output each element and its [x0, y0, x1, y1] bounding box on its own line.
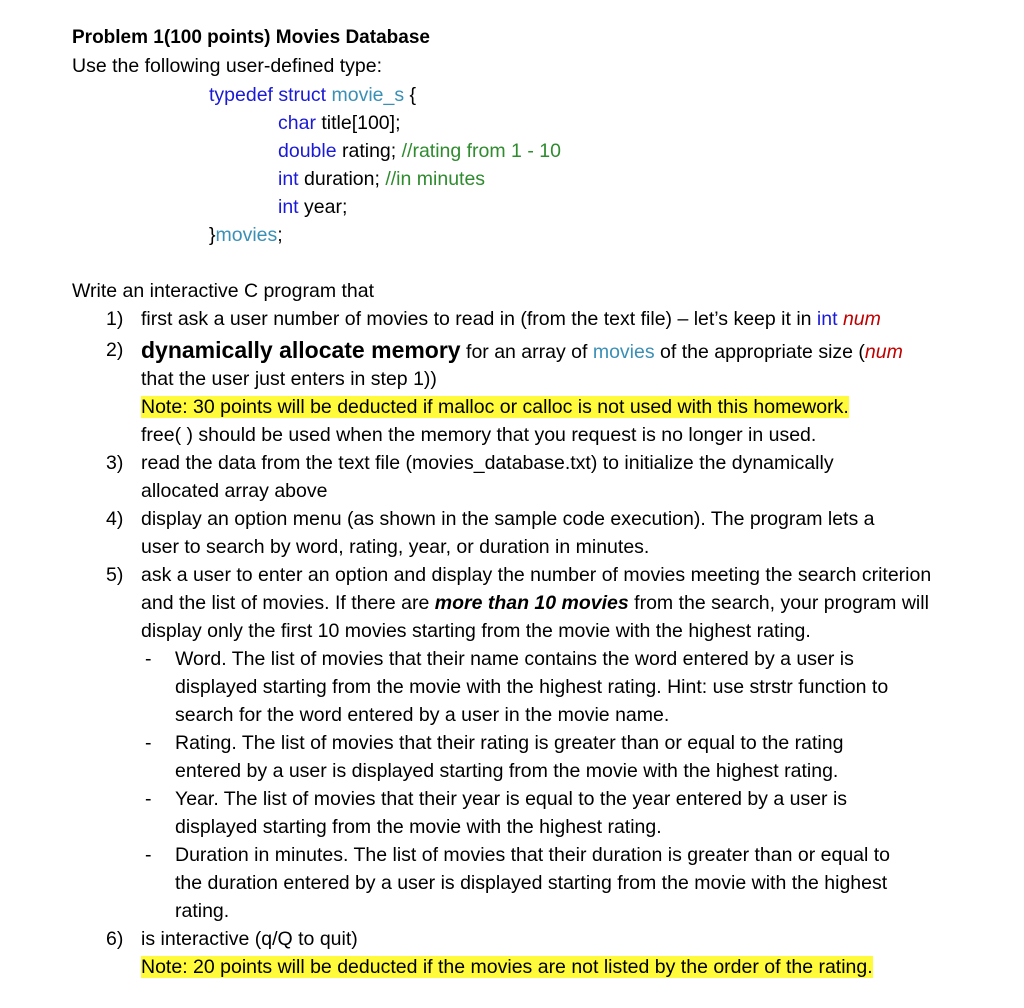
code-type: double [278, 140, 337, 162]
bullet-dash: - [145, 732, 152, 754]
code-line-rating [278, 137, 561, 165]
bullet-dash: - [145, 648, 152, 670]
step-6-text: is interactive (q/Q to quit) [141, 928, 358, 950]
code-comment: //in minutes [385, 168, 486, 190]
bullet-year-line-1: Year. The list of movies that their year is equal to the year entered by a user is [175, 788, 848, 810]
code-brace: } [209, 224, 216, 246]
bullet-duration-line-3: rating. [175, 900, 230, 922]
step-number: 4) [106, 508, 124, 530]
code-line-close [209, 221, 283, 249]
prompt-text: Write an interactive C program that [72, 280, 375, 302]
intro-text: Use the following user-defined type: [72, 55, 383, 77]
code-field: title[100]; [315, 112, 401, 134]
code-type: int [278, 168, 299, 190]
code-field: year; [298, 196, 348, 218]
code-type: char [278, 112, 316, 134]
step-3-line-2: allocated array above [141, 480, 328, 502]
bullet-dash: - [145, 844, 152, 866]
inline-type: movies [592, 341, 655, 363]
step-2-text [141, 334, 903, 366]
step-5-line-1: ask a user to enter an option and display the number of movies meeting the search criterion [141, 564, 932, 586]
step-2-line-2: that the user just enters in step 1)) [141, 368, 437, 390]
step-2-body-b: of the appropriate size ( [654, 341, 865, 363]
bullet-word-line-1: Word. The list of movies that their name contains the word entered by a user is [175, 648, 854, 670]
code-line-year [278, 193, 347, 221]
bullet-year-line-2: displayed starting from the movie with the highest rating. [175, 816, 662, 838]
problem-title: Problem 1(100 points) Movies Database [72, 27, 430, 48]
step-3-line-1: read the data from the text file (movies_database.txt) to initialize the dynamically [141, 452, 834, 474]
code-line-title [278, 109, 401, 137]
step-2-note [141, 393, 849, 421]
step-2-body-a: for an array of [460, 341, 593, 363]
step-2-free-line: free( ) should be used when the memory that you request is no longer in used. [141, 424, 817, 446]
bullet-dash: - [145, 788, 152, 810]
code-comment: //rating from 1 - 10 [401, 140, 561, 162]
step-5-line-2-b: from the search, your program will [628, 592, 929, 614]
step-5-emphasis: more than 10 movies [434, 592, 629, 614]
code-type: int [278, 196, 299, 218]
inline-variable: num [864, 341, 903, 363]
step-number: 5) [106, 564, 124, 586]
bullet-duration-line-1: Duration in minutes. The list of movies that their duration is greater than or equal to [175, 844, 891, 866]
code-field: rating; [336, 140, 402, 162]
step-number: 1) [106, 308, 124, 330]
code-field: duration; [298, 168, 386, 190]
inline-keyword: int [816, 308, 838, 330]
step-number: 2) [106, 339, 124, 361]
code-keyword: typedef struct [209, 84, 327, 106]
step-1-text [141, 305, 881, 333]
step-5-line-2-a: and the list of movies. If there are [141, 592, 435, 614]
step-6-note [141, 953, 873, 981]
code-type-name: movies [215, 224, 278, 246]
step-4-line-1: display an option menu (as shown in the sample code execution). The program lets a [141, 508, 875, 530]
code-line-duration [278, 165, 485, 193]
code-struct-name: movie_s [331, 84, 405, 106]
step-5-line-2 [141, 589, 929, 617]
code-line-typedef [209, 81, 416, 109]
inline-variable: num [842, 308, 881, 330]
highlighted-note: Note: 20 points will be deducted if the movies are not listed by the order of the rating. [141, 956, 873, 978]
bullet-word-line-2: displayed starting from the movie with the highest rating. Hint: use strstr function to [175, 676, 889, 698]
step-number: 6) [106, 928, 124, 950]
step-number: 3) [106, 452, 124, 474]
step-5-line-3: display only the first 10 movies starting from the movie with the highest rating. [141, 620, 811, 642]
bullet-duration-line-2: the duration entered by a user is displayed starting from the movie with the highest [175, 872, 888, 894]
step-4-line-2: user to search by word, rating, year, or duration in minutes. [141, 536, 650, 558]
highlighted-note: Note: 30 points will be deducted if malloc or calloc is not used with this homework. [141, 396, 849, 418]
code-semicolon: ; [277, 224, 283, 246]
step-1-body: first ask a user number of movies to read in (from the text file) – let’s keep it in [141, 308, 817, 330]
bullet-rating-line-1: Rating. The list of movies that their rating is greater than or equal to the rating [175, 732, 844, 754]
bullet-word-line-3: search for the word entered by a user in the movie name. [175, 704, 670, 726]
bullet-rating-line-2: entered by a user is displayed starting from the movie with the highest rating. [175, 760, 839, 782]
step-2-bold: dynamically allocate memory [141, 337, 461, 363]
code-brace: { [404, 84, 417, 106]
